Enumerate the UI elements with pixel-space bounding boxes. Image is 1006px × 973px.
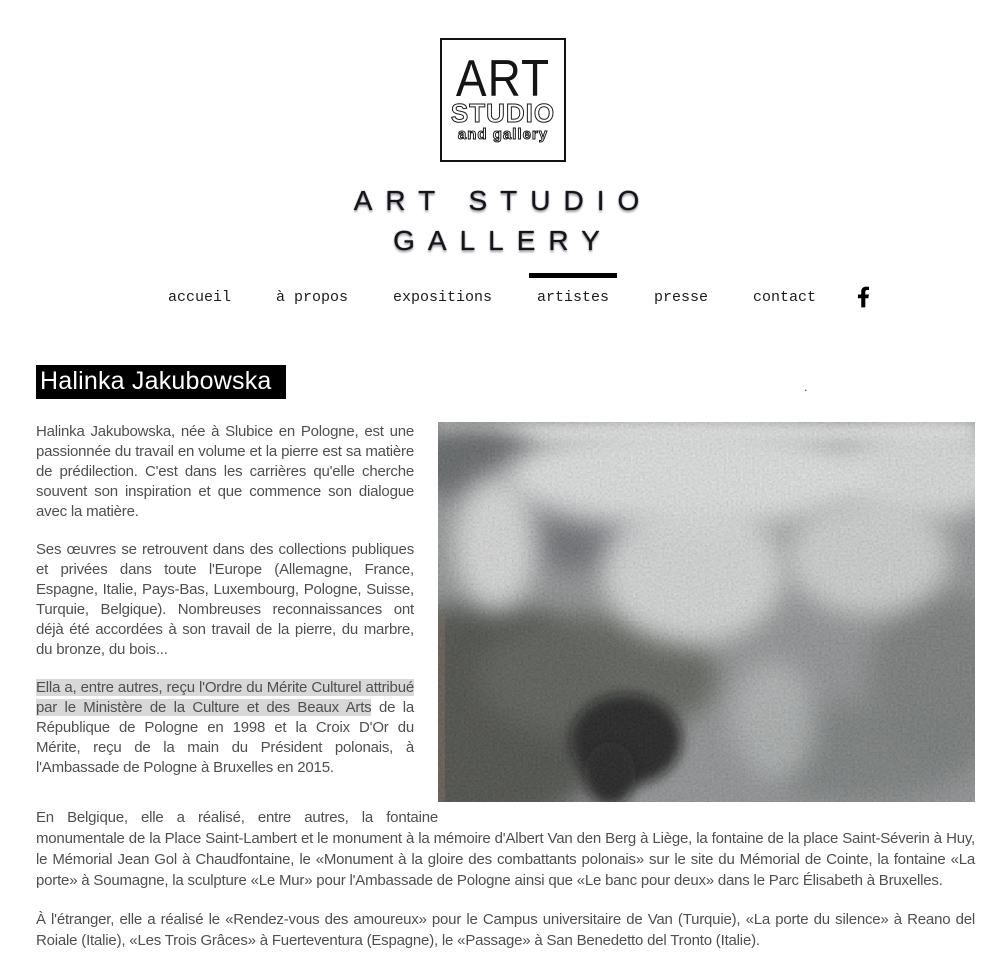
bio-paragraph-1: Halinka Jakubowska, née à Slubice en Pologne, est une passionnée du travail en volume et la pierre est sa matière de prédilection. C'est dans les carrières qu'elle cherche souvent son inspiration et que commence son dialogue avec la matière.: [36, 423, 414, 520]
bio-paragraph-5: À l'étranger, elle a réalisé le «Rendez-vous des amoureux» pour le Campus universitaire de Van (Turquie), «La porte du silence» à Reano del Roiale (Italie), «Les Trois Grâces» à Fuerteventura (Espagne), le «Passage» à San Benedetto del Tronto (Italie).: [36, 911, 975, 949]
nav-item-accueil[interactable]: accueil: [167, 288, 231, 306]
nav-item-artistes[interactable]: artistes: [537, 288, 610, 306]
wrap-spacer: [438, 807, 975, 813]
site-logo[interactable]: [440, 38, 566, 162]
artist-bio-column: [36, 422, 414, 802]
artist-heading-row: [36, 365, 975, 399]
bio-paragraph-3-rest: de la République de Pologne en 1998 et la Croix D'Or du Mérite, reçu de la main du Président polonais, à l'Ambassade de Pologne à Bruxelles en 2015.: [36, 699, 414, 776]
bio-paragraph-4-text: En Belgique, elle a réalisé, entre autres, la fontaine monumentale de la Place Saint-Lambert et le monument à la mémoire d'Albert Van den Berg à Liège, la fontaine de la place Saint-Séverin à Huy, le Mémorial Jean Gol à Chaudfontaine, le «Monument à la gloire des combattants polonais» sur le site du Mémorial de Cointe, la fontaine «La porte» à Soumagne, la sculpture «Le Mur» pour l'Ambassade de Pologne ainsi que «Le banc pour deux» dans le Parc Élisabeth à Bruxelles.: [36, 809, 975, 889]
site-title-line1: ART STUDIO: [353, 185, 653, 216]
nav-item-a-propos[interactable]: à propos: [275, 288, 348, 306]
facebook-icon[interactable]: [857, 286, 870, 308]
site-header: [0, 0, 1006, 307]
highlighted-text: Ella a, entre autres, reçu l'Ordre du Mérite Culturel attribué par le Ministère de la Culture et des Beaux Arts: [36, 679, 414, 716]
logo-text-studio: STUDIO: [450, 98, 556, 128]
bio-paragraph-2: Ses œuvres se retrouvent dans des collections publiques et privées dans toute l'Europe (Allemagne, France, Espagne, Italie, Pays-Bas, Luxembourg, Pologne, Suisse, Turquie, Belgique). Nombreuses reconnaissances ont déjà été accordées à son travail de la pierre, du marbre, du bronze, du bois...: [36, 541, 414, 658]
page-title: Halinka Jakubowska: [36, 365, 286, 399]
nav-item-contact[interactable]: contact: [753, 288, 817, 306]
artist-content: [36, 422, 975, 951]
bio-paragraph-3: [36, 678, 414, 778]
main-nav: [16, 287, 1006, 307]
stone-texture-photo: [438, 422, 975, 802]
nav-item-expositions[interactable]: expositions: [392, 288, 492, 306]
page-main: [0, 365, 1006, 951]
bio-paragraph-4: [36, 807, 975, 891]
logo-text-and-gallery: and gallery: [457, 126, 549, 143]
nav-item-presse[interactable]: presse: [654, 288, 709, 306]
site-title-line2: GALLERY: [393, 225, 613, 256]
stray-period-mark: .: [804, 379, 808, 394]
full-width-text: [36, 807, 975, 951]
logo-text-art: ART: [455, 48, 551, 108]
